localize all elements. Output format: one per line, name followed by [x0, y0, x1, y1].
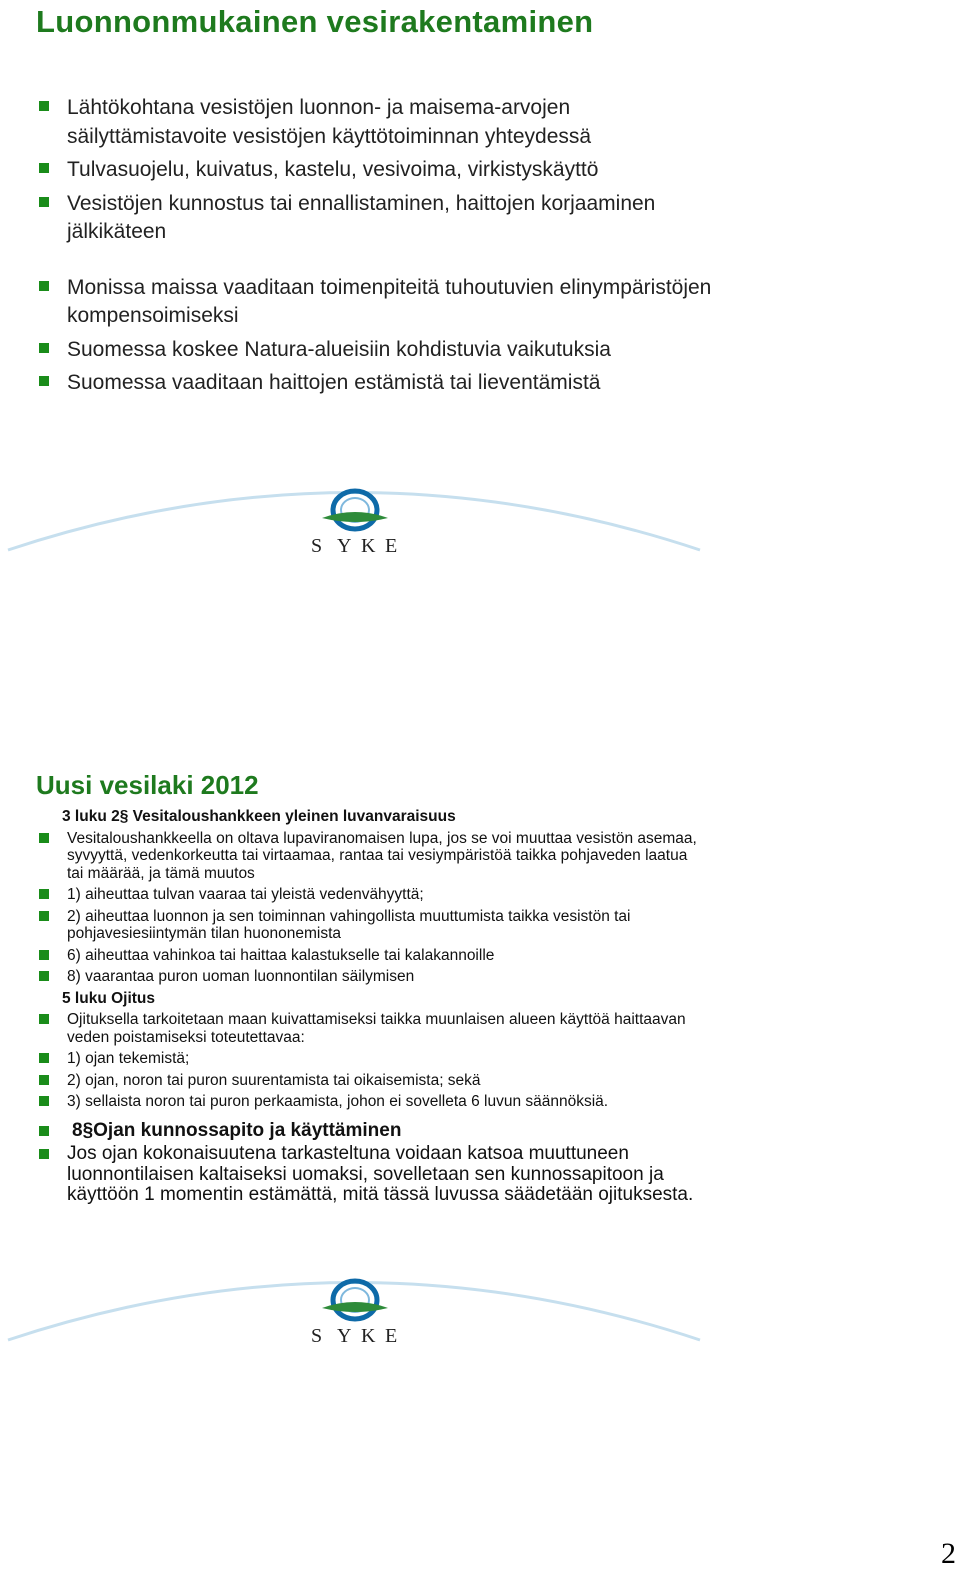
list-item: Ojituksella tarkoitetaan maan kuivattamiseksi taikka muunlaisen alueen käyttöä haittaavan veden poistamiseksi toteutettavaa: — [0, 1011, 700, 1046]
slide-title: Uusi vesilaki 2012 — [36, 770, 259, 800]
square-bullet-icon — [39, 281, 49, 291]
square-bullet-icon — [39, 376, 49, 386]
square-bullet-icon — [39, 163, 49, 173]
list-item: 2) aiheuttaa luonnon ja sen toiminnan vahingollista muuttumista taikka vesistön tai pohjavesiesiintymän tilan huononemista — [0, 908, 700, 943]
square-bullet-icon — [39, 950, 49, 960]
bullet-list — [0, 808, 700, 1206]
square-bullet-icon — [39, 833, 49, 843]
square-bullet-icon — [39, 1126, 49, 1136]
square-bullet-icon — [39, 101, 49, 111]
section-heading: 5 luku Ojitus — [62, 989, 156, 1007]
slide-title: Luonnonmukainen vesirakentaminen — [36, 4, 594, 39]
logo-text — [311, 535, 403, 557]
list-item: Jos ojan kokonaisuutena tarkasteltuna voidaan katsoa muuttuneen luonnontilaisen kaltaiseksi uomaksi, sovelletaan sen kunnossapitoon ja käyttöön 1 momentin estämättä, mitä tässä luvussa säädetään ojituksesta. — [0, 1144, 700, 1206]
square-bullet-icon — [39, 971, 49, 981]
list-item: Tulvasuojelu, kuivatus, kastelu, vesivoima, virkistyskäyttö — [0, 156, 720, 185]
section-heading: 3 luku 2§ Vesitaloushankkeen yleinen luvanvaraisuus — [62, 808, 456, 825]
logo-text — [311, 1325, 397, 1347]
square-bullet-icon — [39, 343, 49, 353]
list-item: Suomessa vaaditaan haittojen estämistä tai lieventämistä — [0, 369, 720, 398]
list-item: 2) ojan, noron tai puron suurentamista tai oikaisemista; sekä — [0, 1072, 700, 1090]
list-item: 8) vaarantaa puron uoman luonnontilan säilymisen — [0, 968, 700, 986]
square-bullet-icon — [39, 1053, 49, 1063]
square-bullet-icon — [39, 1075, 49, 1085]
logo-letter: Y — [337, 535, 358, 557]
logo-letter: Y — [337, 1325, 352, 1347]
list-item: Vesistöjen kunnostus tai ennallistaminen, haittojen korjaaminen jälkikäteen — [0, 190, 720, 247]
list-item: 6) aiheuttaa vahinkoa tai haittaa kalastukselle tai kalakannoille — [0, 947, 700, 965]
logo-letter: S — [311, 535, 329, 557]
list-item: Suomessa koskee Natura-alueisiin kohdistuvia vaikutuksia — [0, 336, 720, 365]
logo-letter: S — [311, 1325, 323, 1347]
square-bullet-icon — [39, 911, 49, 921]
syke-logo-graphic — [0, 1260, 720, 1370]
syke-logo — [0, 470, 720, 580]
square-bullet-icon — [39, 889, 49, 899]
bullet-list — [0, 94, 720, 398]
logo-letter: K — [361, 1325, 376, 1347]
logo-letter: E — [385, 535, 404, 557]
section-heading: 8§Ojan kunnossapito ja käyttäminen — [0, 1121, 700, 1142]
list-item: 1) aiheuttaa tulvan vaaraa tai yleistä vedenvähyyttä; — [0, 886, 700, 904]
square-bullet-icon — [39, 1096, 49, 1106]
logo-letter: E — [385, 1325, 398, 1347]
square-bullet-icon — [39, 1014, 49, 1024]
syke-logo-graphic — [0, 470, 720, 580]
list-item: Monissa maissa vaaditaan toimenpiteitä tuhoutuvien elinympäristöjen kompensoimiseksi — [0, 274, 720, 331]
square-bullet-icon — [39, 197, 49, 207]
list-item: 1) ojan tekemistä; — [0, 1050, 700, 1068]
logo-letter: K — [361, 535, 382, 557]
square-bullet-icon — [39, 1149, 49, 1159]
syke-logo — [0, 1260, 720, 1370]
list-item: 3) sellaista noron tai puron perkaamista, johon ei sovelleta 6 luvun säännöksiä. — [0, 1093, 700, 1111]
slide-1 — [0, 0, 960, 600]
page-number: 2 — [941, 1537, 956, 1570]
list-item: Lähtökohtana vesistöjen luonnon- ja maisema-arvojen säilyttämistavoite vesistöjen käyttötoiminnan yhteydessä — [0, 94, 720, 151]
list-item: Vesitaloushankkeella on oltava lupaviranomaisen lupa, jos se voi muuttaa vesistön asemaa, syvyyttä, vedenkorkeutta tai virtaamaa, rantaa tai vesiympäristöä taikka pohjaveden laatua tai määrää, ja tämä muutos — [0, 830, 700, 883]
